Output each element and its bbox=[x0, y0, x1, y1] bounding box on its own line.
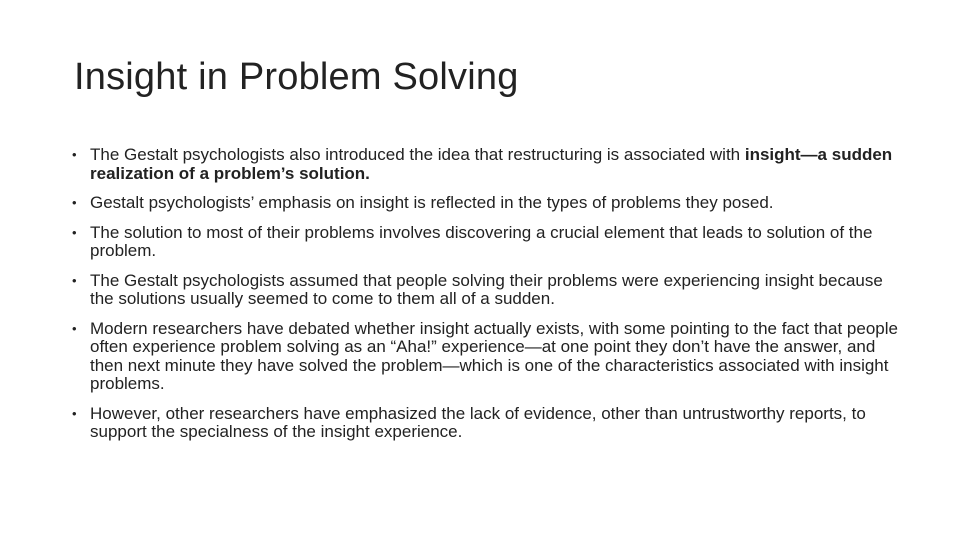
bullet-item bbox=[72, 194, 902, 213]
bullet-icon: • bbox=[72, 405, 77, 421]
bullet-text: Gestalt psychologists’ emphasis on insight is reflected in the types of problems they posed. bbox=[90, 193, 774, 212]
bullet-text: However, other researchers have emphasized the lack of evidence, other than untrustworthy reports, to support the specialness of the insight experience. bbox=[90, 403, 866, 441]
bullet-list bbox=[72, 146, 902, 453]
bullet-icon: • bbox=[72, 272, 77, 288]
bullet-icon: • bbox=[72, 147, 77, 162]
bullet-item bbox=[72, 224, 902, 261]
bullet-item bbox=[72, 146, 902, 183]
bullet-text: The Gestalt psychologists also introduced the idea that restructuring is associated with bbox=[90, 145, 745, 164]
bullet-item bbox=[72, 405, 902, 442]
bullet-text: The Gestalt psychologists assumed that people solving their problems were experiencing insight because the solutions usually seemed to come to them all of a sudden. bbox=[90, 270, 883, 308]
bullet-icon: • bbox=[72, 320, 77, 336]
bullet-bold-text: insight—a sudden realization of a problem’s solution. bbox=[90, 145, 893, 183]
bullet-text: The solution to most of their problems involves discovering a crucial element that leads to solution of the problem. bbox=[90, 222, 873, 260]
slide-title: Insight in Problem Solving bbox=[74, 56, 519, 98]
bullet-icon: • bbox=[72, 195, 77, 210]
bullet-item bbox=[72, 272, 902, 309]
bullet-icon: • bbox=[72, 224, 77, 240]
bullet-text: Modern researchers have debated whether insight actually exists, with some pointing to the fact that people often experience problem solving as an “Aha!” experience—at one point they don’t have the answer, and then next minute they have solved the problem—which is one of the characteristics associated with insight problems. bbox=[90, 318, 898, 393]
bullet-item bbox=[72, 320, 902, 394]
